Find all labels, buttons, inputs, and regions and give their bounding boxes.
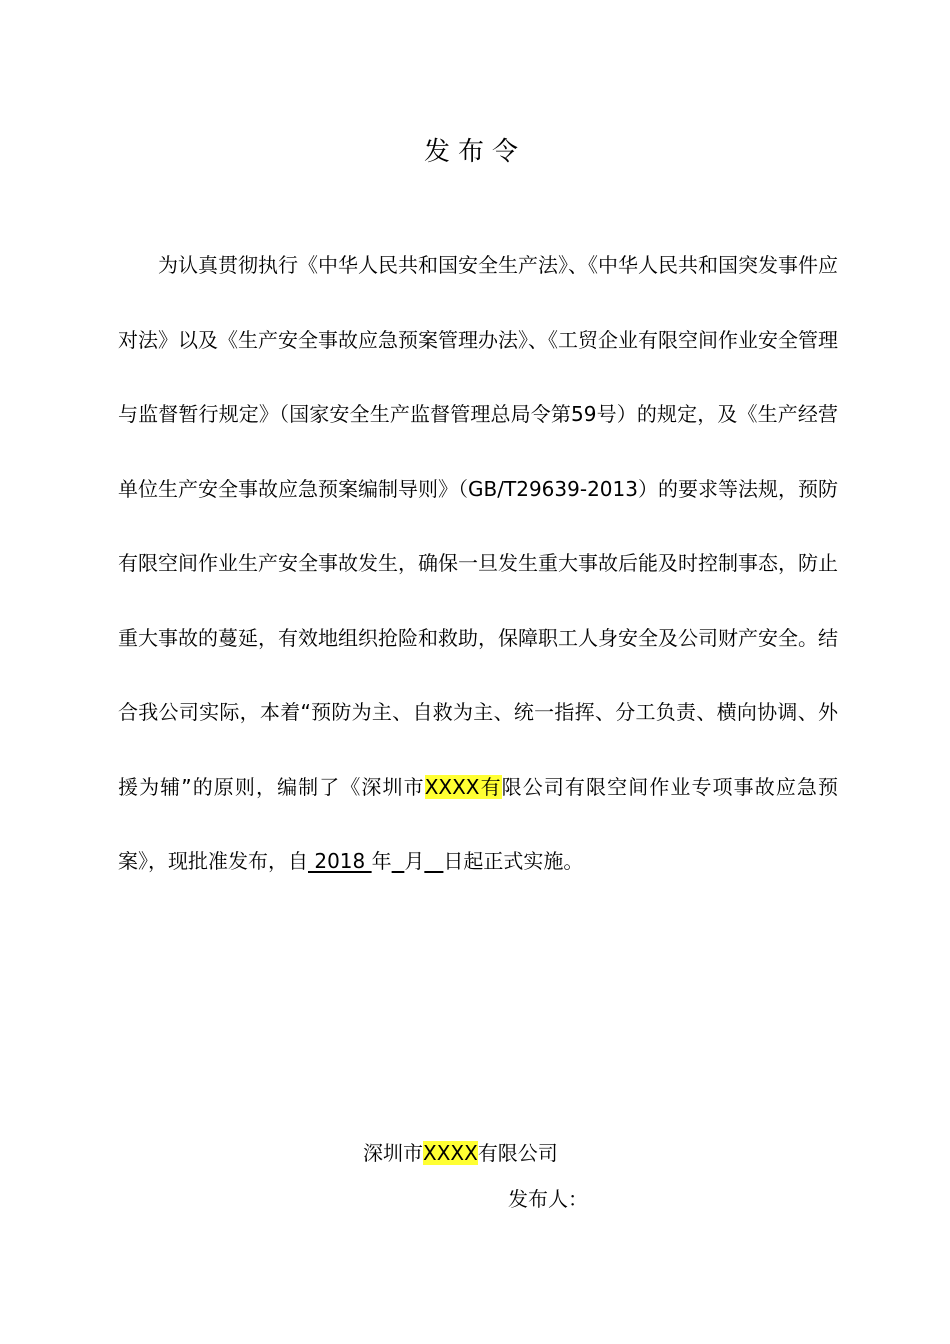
company-highlight: XXXX — [423, 1141, 478, 1165]
company-prefix: 深圳市 — [363, 1141, 423, 1165]
highlighted-company-name: XXXX有 — [424, 774, 502, 799]
month-blank — [392, 849, 405, 873]
year-suffix: 年 — [371, 849, 392, 873]
month-suffix: 月 — [404, 849, 425, 873]
publisher-label: 发布人： — [508, 1187, 588, 1211]
paragraph-text-2: 限公司有限空间作业专项事故应急预案》，现批准发布，自 — [118, 774, 838, 873]
day-suffix: 日起正式实施。 — [443, 849, 584, 873]
document-title: 发布令 — [423, 137, 526, 167]
year-blank: 2018 — [308, 849, 372, 873]
paragraph-text-1: 为认真贯彻执行《中华人民共和国安全生产法》、《中华人民共和国突发事件应对法》以及《生产安全事故应急预案管理办法》、《工贸企业有限空间作业安全管理与监督暂行规定》（国家安全生产监督管理总局令第59号）的规定，及《生产经营单位生产安全事故应急预案编制导则》（GB/T29639-2013）的要求等法规，预防有限空间作业生产安全事故发生，确保一旦发生重大事故后能及时控制事态，防止重大事故的蔓延，有效地组织抢险和救助，保障职工人身安全及公司财产安全。结合我公司实际，本着“预防为主、自救为主、统一指挥、分工负责、横向协调、外援为辅”的原则，编制了《深圳市 — [118, 253, 838, 799]
company-suffix: 有限公司 — [477, 1141, 558, 1165]
signature-company — [363, 1136, 558, 1170]
day-blank — [424, 849, 443, 873]
body-paragraph — [118, 228, 838, 899]
